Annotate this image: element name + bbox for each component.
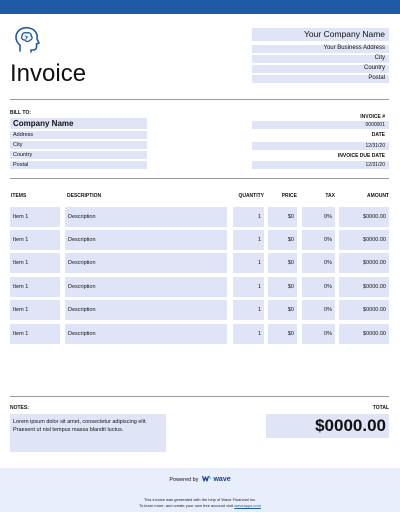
company-city-field[interactable]: City	[252, 55, 389, 63]
wave-logo-icon	[202, 475, 211, 482]
row-tax-field[interactable]: 0%	[302, 300, 335, 320]
row-tax-field[interactable]: 0%	[302, 277, 335, 297]
total-label: TOTAL	[372, 405, 389, 411]
row-description-field[interactable]: Description	[65, 277, 227, 297]
row-amount-field[interactable]: $0000.00	[339, 230, 389, 250]
row-amount-field[interactable]: $0000.00	[339, 324, 389, 344]
invoice-number-field[interactable]: 0000001	[252, 121, 389, 129]
row-amount-field[interactable]: $0000.00	[339, 277, 389, 297]
row-quantity-field[interactable]: 1	[233, 324, 264, 344]
notes-field[interactable]: Lorem ipsum dolor sit amet, consectetur adipiscing elit. Praesent ut nisl tempus massa blandit luctus.	[10, 414, 166, 452]
row-amount-field[interactable]: $0000.00	[339, 300, 389, 320]
row-item-field[interactable]: Item 1	[10, 277, 60, 297]
bill-to-city-field[interactable]: City	[10, 141, 147, 149]
row-description-field[interactable]: Description	[65, 253, 227, 273]
row-price-field[interactable]: $0	[268, 300, 297, 320]
total-value-field[interactable]: $0000.00	[266, 414, 389, 438]
row-price-field[interactable]: $0	[268, 207, 297, 227]
header-divider	[10, 99, 389, 100]
row-amount-field[interactable]: $0000.00	[339, 207, 389, 227]
footer-line-2	[0, 503, 400, 508]
row-description-field[interactable]: Description	[65, 300, 227, 320]
bill-to-country-field[interactable]: Country	[10, 151, 147, 159]
price-header: PRICE	[281, 193, 297, 199]
waveapps-link[interactable]: waveapps.com	[234, 503, 261, 508]
company-postal-field[interactable]: Postal	[252, 75, 389, 83]
row-quantity-field[interactable]: 1	[233, 230, 264, 250]
head-profile-icon	[11, 24, 43, 56]
row-tax-field[interactable]: 0%	[302, 324, 335, 344]
footer-line-2-text: To learn more, and create your own free account visit	[139, 503, 234, 508]
row-price-field[interactable]: $0	[268, 324, 297, 344]
wave-brand-name: wave	[213, 476, 231, 483]
powered-by	[0, 475, 400, 483]
row-description-field[interactable]: Description	[65, 207, 227, 227]
row-tax-field[interactable]: 0%	[302, 207, 335, 227]
top-accent-bar	[0, 0, 400, 14]
row-price-field[interactable]: $0	[268, 277, 297, 297]
powered-by-label: Powered by	[169, 477, 199, 483]
notes-label: NOTES:	[10, 405, 29, 411]
items-header: ITEMS	[11, 193, 27, 199]
row-price-field[interactable]: $0	[268, 230, 297, 250]
tax-header: TAX	[325, 193, 335, 199]
company-name-field[interactable]: Your Company Name	[252, 28, 389, 41]
invoice-date-label: DATE	[371, 132, 385, 138]
footer-line-1: This invoice was generated with the help of Wave Financial Inc.	[143, 497, 257, 502]
document-title: Invoice	[10, 60, 87, 87]
row-quantity-field[interactable]: 1	[233, 300, 264, 320]
bill-to-name-field[interactable]: Company Name	[10, 118, 147, 129]
company-address-field[interactable]: Your Business Address	[252, 45, 389, 53]
description-header: DESCRIPTION	[67, 193, 102, 199]
row-quantity-field[interactable]: 1	[233, 207, 264, 227]
row-quantity-field[interactable]: 1	[233, 253, 264, 273]
bill-to-address-field[interactable]: Address	[10, 131, 147, 139]
row-amount-field[interactable]: $0000.00	[339, 253, 389, 273]
meta-divider	[10, 178, 389, 179]
company-country-field[interactable]: Country	[252, 65, 389, 73]
row-quantity-field[interactable]: 1	[233, 277, 264, 297]
row-tax-field[interactable]: 0%	[302, 230, 335, 250]
row-tax-field[interactable]: 0%	[302, 253, 335, 273]
amount-header: AMOUNT	[367, 193, 389, 199]
invoice-date-field[interactable]: 12/31/20	[252, 142, 389, 150]
row-item-field[interactable]: Item 1	[10, 230, 60, 250]
row-item-field[interactable]: Item 1	[10, 324, 60, 344]
bill-to-label: BILL TO:	[10, 110, 31, 116]
row-description-field[interactable]: Description	[65, 230, 227, 250]
row-item-field[interactable]: Item 1	[10, 253, 60, 273]
invoice-number-label: INVOICE #	[360, 114, 385, 120]
row-item-field[interactable]: Item 1	[10, 300, 60, 320]
invoice-due-field[interactable]: 12/31/20	[252, 161, 389, 169]
invoice-due-label: INVOICE DUE DATE	[337, 153, 385, 159]
row-description-field[interactable]: Description	[65, 324, 227, 344]
row-item-field[interactable]: Item 1	[10, 207, 60, 227]
table-divider	[10, 396, 389, 397]
quantity-header: QUANTITY	[238, 193, 264, 199]
bill-to-postal-field[interactable]: Postal	[10, 161, 147, 169]
row-price-field[interactable]: $0	[268, 253, 297, 273]
